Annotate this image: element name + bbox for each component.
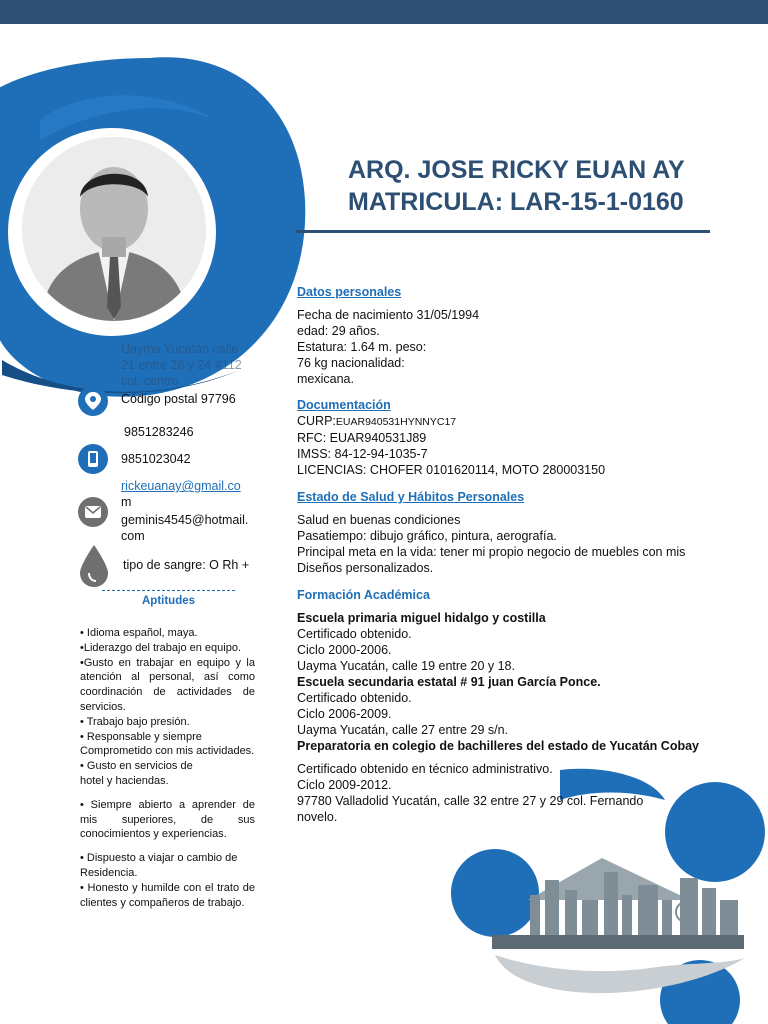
- school-detail: Uayma Yucatán, calle 19 entre 20 y 18.: [297, 659, 515, 673]
- name-title: [348, 154, 728, 218]
- list-item: •Gusto en trabajar en equipo y la atención al personal, así como coordinación de actividades de servicios.: [80, 656, 255, 713]
- email-icon: [78, 497, 108, 527]
- school-name: Escuela secundaria estatal # 91 juan García Ponce.: [297, 675, 601, 689]
- list-item: • Honesto y humilde con el trato de clientes y compañeros de trabajo.: [80, 881, 255, 909]
- datos-line: 76 kg nacionalidad:: [297, 356, 405, 370]
- blood-type: tipo de sangre: O Rh +: [123, 558, 250, 572]
- main-content: [297, 284, 717, 825]
- phone-icon: [78, 444, 108, 474]
- address-block: [121, 341, 242, 389]
- list-item: • Dispuesto a viajar o cambio de Residencia.: [80, 852, 238, 879]
- phone-2[interactable]: 9851023042: [121, 452, 191, 466]
- email-link-primary[interactable]: rickeuanay@gmail.co: [121, 479, 241, 493]
- school-detail: Certificado obtenido.: [297, 691, 412, 705]
- address-line: Uayma Yucatán calle: [121, 342, 239, 356]
- school-name: Escuela primaria miguel hidalgo y costilla: [297, 611, 546, 625]
- blood-drop-icon: [80, 545, 108, 587]
- section-datos-title: Datos personales: [297, 285, 402, 299]
- school-detail: Uayma Yucatán, calle 27 entre 29 s/n.: [297, 723, 509, 737]
- blue-dot-small: [206, 96, 270, 160]
- school-detail: Certificado obtenido en técnico administrativo.: [297, 762, 553, 776]
- profile-photo: [22, 137, 206, 321]
- licencias-line: LICENCIAS: CHOFER 0101620114, MOTO 280003150: [297, 463, 606, 477]
- salud-line: Salud en buenas condiciones: [297, 513, 461, 527]
- list-item: • Trabajo bajo presión.: [80, 715, 190, 728]
- school-detail: novelo.: [297, 810, 338, 824]
- datos-line: Estatura: 1.64 m. peso:: [297, 340, 427, 354]
- phone-1[interactable]: 9851283246: [124, 425, 194, 439]
- list-item: • Idioma español, maya.: [80, 627, 198, 639]
- salud-line: Pasatiempo: dibujo gráfico, pintura, aerografía.: [297, 529, 557, 543]
- postal-code: Código postal 97796: [121, 392, 236, 406]
- datos-line: Fecha de nacimiento 31/05/1994: [297, 308, 480, 322]
- list-item: • Siempre abierto a aprender de mis superiores, de sus conocimientos y experiencias.: [80, 798, 255, 841]
- title-license: MATRICULA: LAR-15-1-0160: [348, 188, 684, 216]
- school-detail: Certificado obtenido.: [297, 627, 412, 641]
- title-divider: [296, 230, 710, 233]
- section-documentacion-title: Documentación: [297, 398, 391, 412]
- aptitudes-title: Aptitudes: [102, 590, 235, 607]
- curp-value: EUAR940531HYNNYC17: [335, 416, 457, 428]
- imss-line: IMSS: 84-12-94-1035-7: [297, 447, 428, 461]
- school-detail: Ciclo 2000-2006.: [297, 643, 392, 657]
- email-secondary-end[interactable]: com: [121, 529, 145, 543]
- curp-label: CURP:: [297, 414, 336, 428]
- person-silhouette-icon: [22, 137, 206, 321]
- email-secondary[interactable]: geminis4545@hotmail.: [121, 513, 249, 527]
- datos-line: mexicana.: [297, 372, 354, 386]
- location-icon: [78, 386, 108, 416]
- curp-line: [297, 413, 717, 430]
- title-name: ARQ. JOSE RICKY EUAN AY: [348, 156, 685, 184]
- school-detail: Ciclo 2009-2012.: [297, 778, 392, 792]
- school-detail: Ciclo 2006-2009.: [297, 707, 392, 721]
- section-formacion-title: Formación Académica: [297, 588, 430, 602]
- rfc-line: RFC: EUAR940531J89: [297, 431, 427, 445]
- salud-line: Principal meta en la vida: tener mi propio negocio de muebles con mis Diseños personalizados.: [297, 545, 686, 575]
- section-salud-title: Estado de Salud y Hábitos Personales: [297, 490, 525, 504]
- email-link-primary-end[interactable]: m: [121, 495, 132, 509]
- aptitudes-list: [80, 626, 255, 910]
- address-line: 21 entre 26 y 24 #112: [121, 358, 242, 372]
- school-detail: 97780 Valladolid Yucatán, calle 32 entre 27 y 29 col. Fernando: [297, 794, 644, 808]
- list-item: •Liderazgo del trabajo en equipo.: [80, 641, 242, 654]
- datos-line: edad: 29 años.: [297, 324, 380, 338]
- list-item: • Responsable y siempre Comprometido con mis actividades.: [80, 730, 255, 758]
- address-line: col. centro: [121, 374, 179, 388]
- school-name: Preparatoria en colegio de bachilleres del estado de Yucatán Cobay: [297, 739, 699, 753]
- list-item: • Gusto en servicios de hotel y haciendas.: [80, 760, 193, 787]
